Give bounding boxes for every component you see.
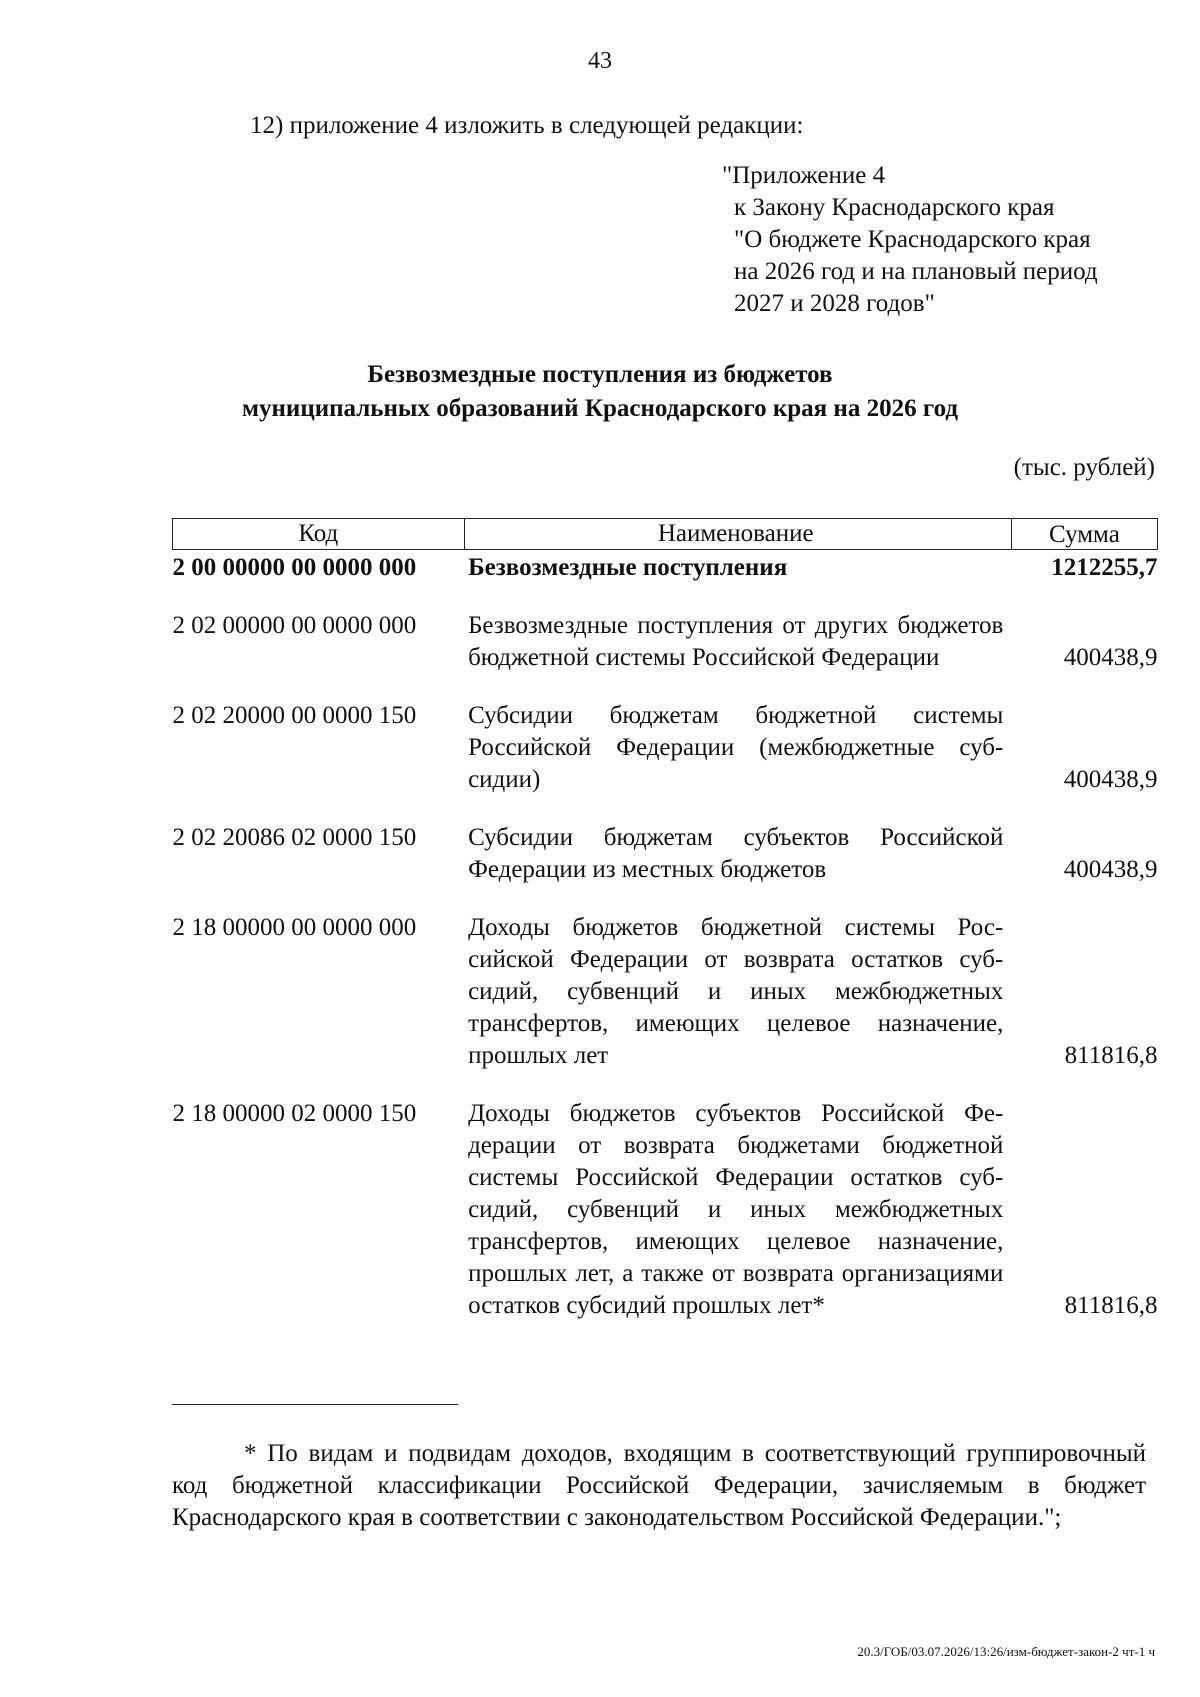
- row-code: 2 02 20000 00 0000 150: [172, 702, 417, 729]
- row-code: 2 18 00000 02 0000 150: [172, 1100, 417, 1127]
- row-name: Доходы бюджетов бюджетной системы Российской Федерации от возврата остатков субсидий, субвенций и иных межбюджетных трансфертов, имеющих целевое назначение, прошлых лет: [468, 914, 1004, 1069]
- table-row: [173, 584, 1158, 674]
- row-code: 2 02 20086 02 0000 150: [172, 824, 417, 851]
- appendix-ref-line-1: "Приложение 4: [722, 162, 886, 189]
- table-row: [173, 1072, 1158, 1322]
- row-code: 2 02 00000 00 0000 000: [172, 612, 417, 639]
- row-sum: 400438,9: [1063, 856, 1158, 883]
- table-row: [173, 796, 1158, 886]
- footnote-divider: [172, 1404, 458, 1405]
- header-sum: Сумма: [1011, 519, 1157, 550]
- page-number: 43: [588, 48, 612, 74]
- amendment-line: 12) приложение 4 изложить в следующей редакции:: [250, 112, 804, 139]
- row-sum: 811816,8: [1064, 1042, 1158, 1069]
- row-sum: 400438,9: [1063, 644, 1158, 671]
- appendix-ref-line-4: на 2026 год и на плановый период: [734, 258, 1098, 285]
- row-sum: 811816,8: [1064, 1292, 1158, 1319]
- row-sum: 400438,9: [1063, 766, 1158, 793]
- appendix-ref-line-2: к Закону Краснодарского края: [734, 194, 1055, 221]
- revenue-table: [172, 518, 1158, 1322]
- row-name: Безвозмездные поступления от других бюджетов бюджетной системы Российской Федерации: [468, 612, 1004, 671]
- row-code: 2 00 00000 00 0000 000: [172, 554, 417, 581]
- appendix-ref-line-3: "О бюджете Краснодарского края: [734, 226, 1091, 253]
- header-code: Код: [173, 519, 465, 550]
- file-stamp: 20.3/ГОБ/03.07.2026/13:26/изм-бюджет-закон-2 чт-1 ч: [857, 1644, 1155, 1659]
- document-title: [0, 358, 1200, 426]
- row-name: Субсидии бюджетам бюджетной системы Российской Федерации (межбюджетные субсидии): [468, 702, 1004, 793]
- footnote: * По видам и подвидам доходов, входящим в соответствующий группировочный код бюджетной классификации Российской Федерации, зачисляемым в бюджет Краснодарского края в соответствии с законодательством Российской Федерации.";: [172, 1440, 1146, 1531]
- table-row: [173, 550, 1158, 585]
- row-name: Безвозмездные поступления: [468, 554, 788, 581]
- table-row: [173, 674, 1158, 796]
- title-line-2: муниципальных образований Краснодарского края на 2026 год: [242, 395, 958, 422]
- row-name: Субсидии бюджетам субъектов Российской Федерации из местных бюджетов: [468, 824, 1004, 883]
- appendix-reference: [722, 160, 1098, 320]
- row-code: 2 18 00000 00 0000 000: [172, 914, 417, 941]
- row-sum: 1212255,7: [1051, 554, 1158, 581]
- row-name: Доходы бюджетов субъектов Российской Федерации от возврата бюджетами бюджетной системы Российской Федерации остатков субсидий, субвенций и иных межбюджетных трансфертов, имеющих целевое назначение, прошлых лет, а также от возврата организациями остатков субсидий прошлых лет*: [468, 1100, 1004, 1319]
- units-label: (тыс. рублей): [1013, 454, 1155, 481]
- title-line-1: Безвозмездные поступления из бюджетов: [367, 361, 833, 388]
- appendix-ref-line-5: 2027 и 2028 годов": [734, 290, 935, 317]
- header-name: Наименование: [464, 519, 1011, 550]
- table-header-row: [173, 519, 1158, 550]
- table-row: [173, 886, 1158, 1072]
